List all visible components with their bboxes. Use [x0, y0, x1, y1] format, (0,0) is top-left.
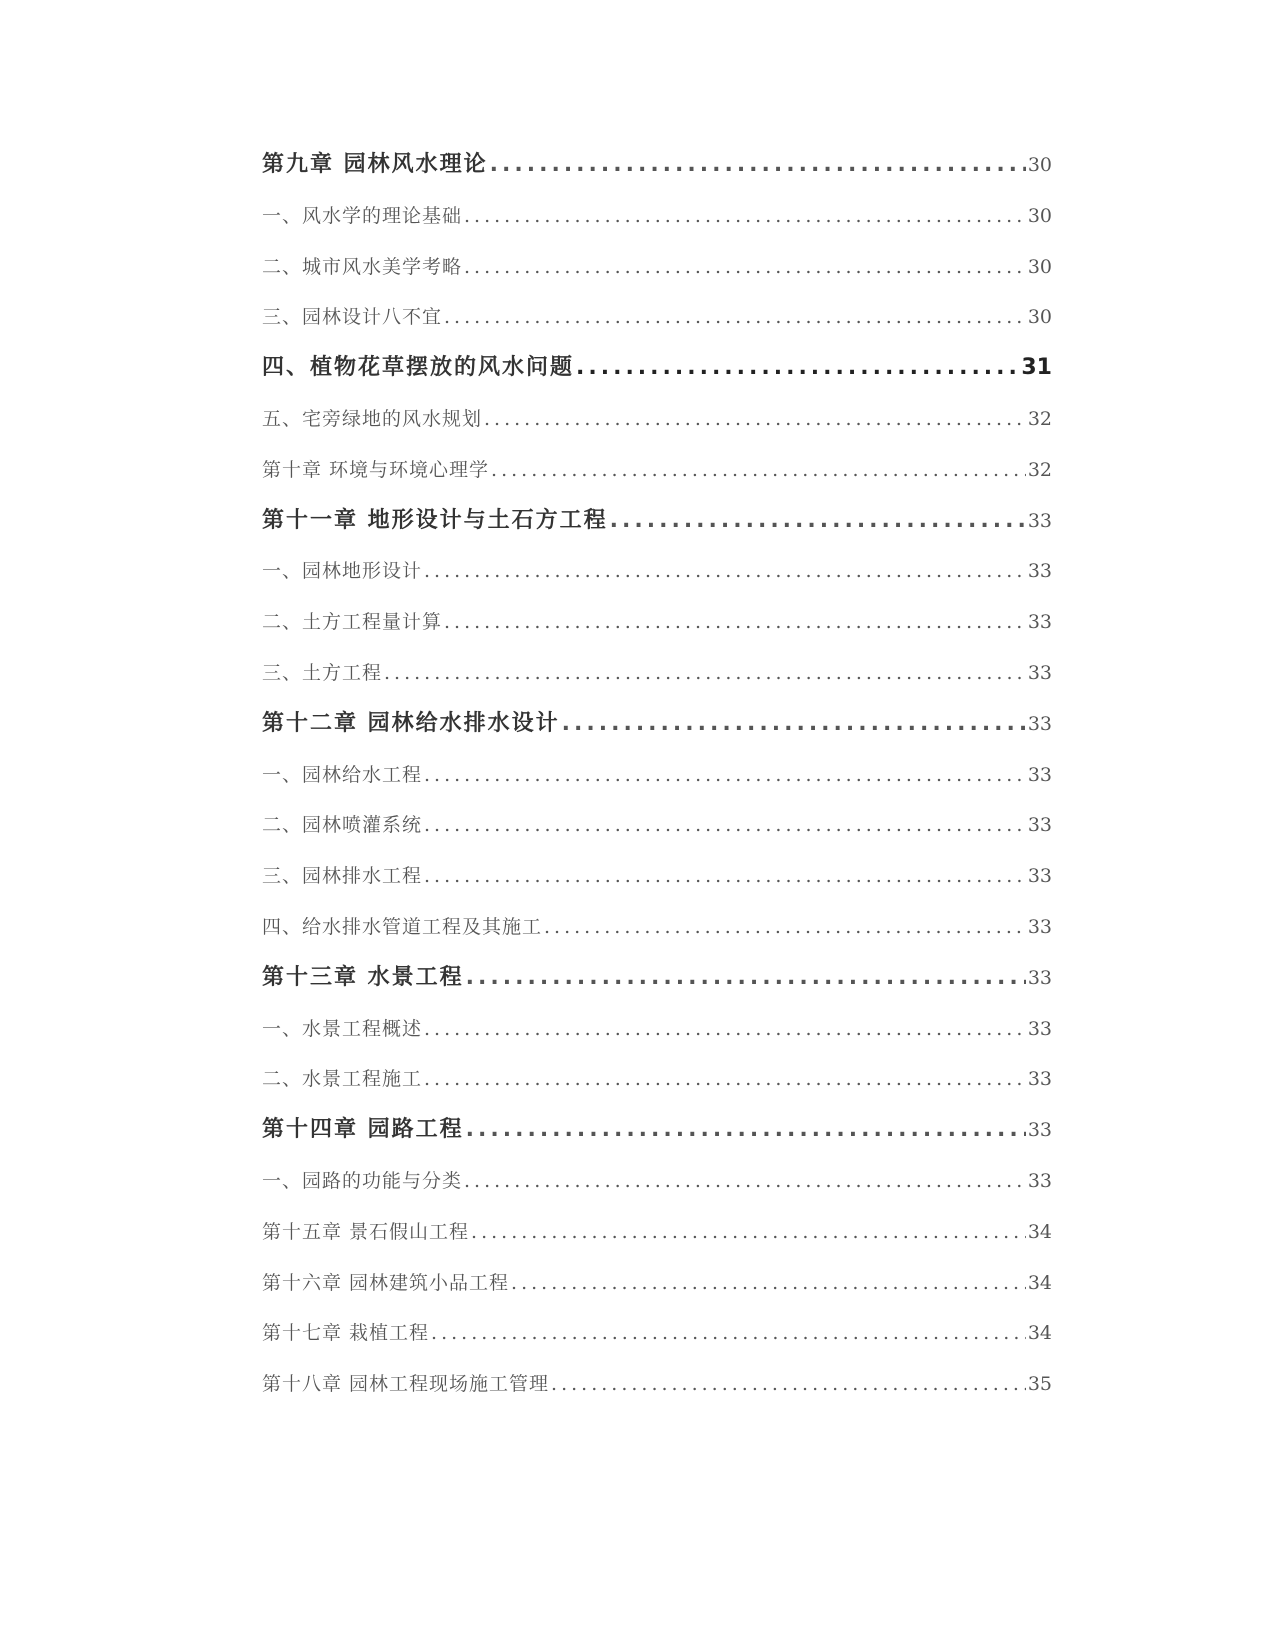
toc-entry-title: 二、土方工程量计算: [262, 611, 443, 634]
toc-entry[interactable]: [262, 1359, 1052, 1410]
toc-entry-title: 第十一章 地形设计与土石方工程: [262, 507, 608, 533]
toc-entry-title: 一、风水学的理论基础: [262, 204, 463, 227]
toc-entry-page-number: 33: [1027, 661, 1052, 684]
toc-entry-page-number: 35: [1027, 1373, 1052, 1396]
toc-entry[interactable]: [262, 1308, 1052, 1359]
toc-entry-page-number: 33: [1027, 1017, 1052, 1040]
toc-entry[interactable]: [262, 546, 1052, 597]
toc-entry-title: 第十八章 园林工程现场施工管理: [262, 1373, 550, 1396]
toc-entry[interactable]: [262, 1207, 1052, 1258]
toc-entry[interactable]: [262, 496, 1052, 547]
toc-entry-page-number: 33: [1027, 1119, 1052, 1142]
dot-leader: [424, 546, 1026, 597]
dot-leader: [610, 496, 1026, 547]
dot-leader: [464, 1156, 1026, 1207]
dot-leader: [544, 902, 1026, 953]
toc-entry[interactable]: [262, 191, 1052, 242]
dot-leader: [562, 699, 1026, 750]
dot-leader: [424, 800, 1026, 851]
toc-entry-title: 第九章 园林风水理论: [262, 152, 488, 177]
toc-entry[interactable]: [262, 292, 1052, 343]
dot-leader: [551, 1359, 1026, 1410]
toc-entry-page-number: 31: [1021, 355, 1052, 381]
toc-entry-page-number: 34: [1027, 1220, 1052, 1243]
toc-entry[interactable]: [262, 140, 1052, 191]
dot-leader: [464, 242, 1026, 293]
toc-entry[interactable]: [262, 1258, 1052, 1309]
toc-entry-page-number: 30: [1027, 306, 1052, 329]
dot-leader: [576, 343, 1019, 394]
toc-entry[interactable]: [262, 1156, 1052, 1207]
dot-leader: [466, 1105, 1026, 1156]
toc-entry-title: 三、园林设计八不宜: [262, 306, 443, 329]
toc-entry[interactable]: [262, 750, 1052, 801]
toc-entry[interactable]: [262, 699, 1052, 750]
toc-entry-title: 第十七章 栽植工程: [262, 1322, 430, 1345]
toc-entry-page-number: 30: [1027, 204, 1052, 227]
toc-entry-page-number: 33: [1027, 611, 1052, 634]
toc-entry-page-number: 33: [1027, 712, 1052, 735]
toc-entry-title: 二、园林喷灌系统: [262, 814, 423, 837]
dot-leader: [464, 191, 1026, 242]
toc-entry-title: 一、水景工程概述: [262, 1017, 423, 1040]
dot-leader: [491, 445, 1026, 496]
toc-entry-page-number: 33: [1027, 865, 1052, 888]
dot-leader: [484, 394, 1026, 445]
toc-entry-title: 三、园林排水工程: [262, 865, 423, 888]
dot-leader: [424, 1004, 1026, 1055]
toc-entry-title: 第十六章 园林建筑小品工程: [262, 1271, 510, 1294]
dot-leader: [444, 597, 1026, 648]
toc-entry[interactable]: [262, 800, 1052, 851]
dot-leader: [431, 1308, 1026, 1359]
toc-entry-page-number: 33: [1027, 814, 1052, 837]
toc-entry[interactable]: [262, 1105, 1052, 1156]
toc-entry-title: 三、土方工程: [262, 661, 383, 684]
toc-entry-title: 一、园林地形设计: [262, 560, 423, 583]
toc-entry[interactable]: [262, 648, 1052, 699]
dot-leader: [466, 953, 1026, 1004]
dot-leader: [511, 1258, 1026, 1309]
toc-entry-title: 第十二章 园林给水排水设计: [262, 710, 560, 736]
dot-leader: [424, 1054, 1026, 1105]
toc-entry[interactable]: [262, 851, 1052, 902]
toc-entry-page-number: 33: [1027, 763, 1052, 786]
toc-entry-page-number: 33: [1027, 509, 1052, 532]
toc-entry-title: 第十五章 景石假山工程: [262, 1220, 470, 1243]
toc-entry[interactable]: [262, 343, 1052, 394]
toc-entry-page-number: 32: [1027, 407, 1052, 430]
toc-entry[interactable]: [262, 445, 1052, 496]
toc-entry-page-number: 30: [1027, 255, 1052, 278]
toc-entry-title: 五、宅旁绿地的风水规划: [262, 407, 483, 430]
toc-entry-page-number: 33: [1027, 915, 1052, 938]
toc-entry[interactable]: [262, 597, 1052, 648]
toc-entry-page-number: 33: [1027, 1068, 1052, 1091]
toc-entry-page-number: 33: [1027, 560, 1052, 583]
toc-entry-page-number: 33: [1027, 966, 1052, 989]
toc-entry[interactable]: [262, 902, 1052, 953]
toc-entry-title: 四、给水排水管道工程及其施工: [262, 915, 543, 938]
toc-entry-page-number: 34: [1027, 1322, 1052, 1345]
toc-entry[interactable]: [262, 242, 1052, 293]
dot-leader: [471, 1207, 1026, 1258]
toc-entry-title: 四、植物花草摆放的风水问题: [262, 355, 575, 381]
toc-entry[interactable]: [262, 1054, 1052, 1105]
dot-leader: [384, 648, 1026, 699]
dot-leader: [490, 140, 1026, 191]
toc-entry-title: 第十四章 园路工程: [262, 1117, 464, 1143]
toc-entry-page-number: 34: [1027, 1271, 1052, 1294]
dot-leader: [424, 851, 1026, 902]
toc-entry-title: 一、园路的功能与分类: [262, 1169, 463, 1192]
toc-entry-title: 二、水景工程施工: [262, 1068, 423, 1091]
toc-entry[interactable]: [262, 1004, 1052, 1055]
dot-leader: [444, 292, 1026, 343]
toc-entry-title: 第十三章 水景工程: [262, 964, 464, 990]
toc-entry-page-number: 33: [1027, 1169, 1052, 1192]
table-of-contents: [262, 140, 1052, 1410]
toc-entry[interactable]: [262, 953, 1052, 1004]
toc-entry-title: 二、城市风水美学考略: [262, 255, 463, 278]
toc-entry-title: 第十章 环境与环境心理学: [262, 458, 490, 481]
toc-entry[interactable]: [262, 394, 1052, 445]
dot-leader: [424, 750, 1026, 801]
toc-entry-page-number: 30: [1027, 154, 1052, 176]
toc-entry-title: 一、园林给水工程: [262, 763, 423, 786]
toc-entry-page-number: 32: [1027, 458, 1052, 481]
